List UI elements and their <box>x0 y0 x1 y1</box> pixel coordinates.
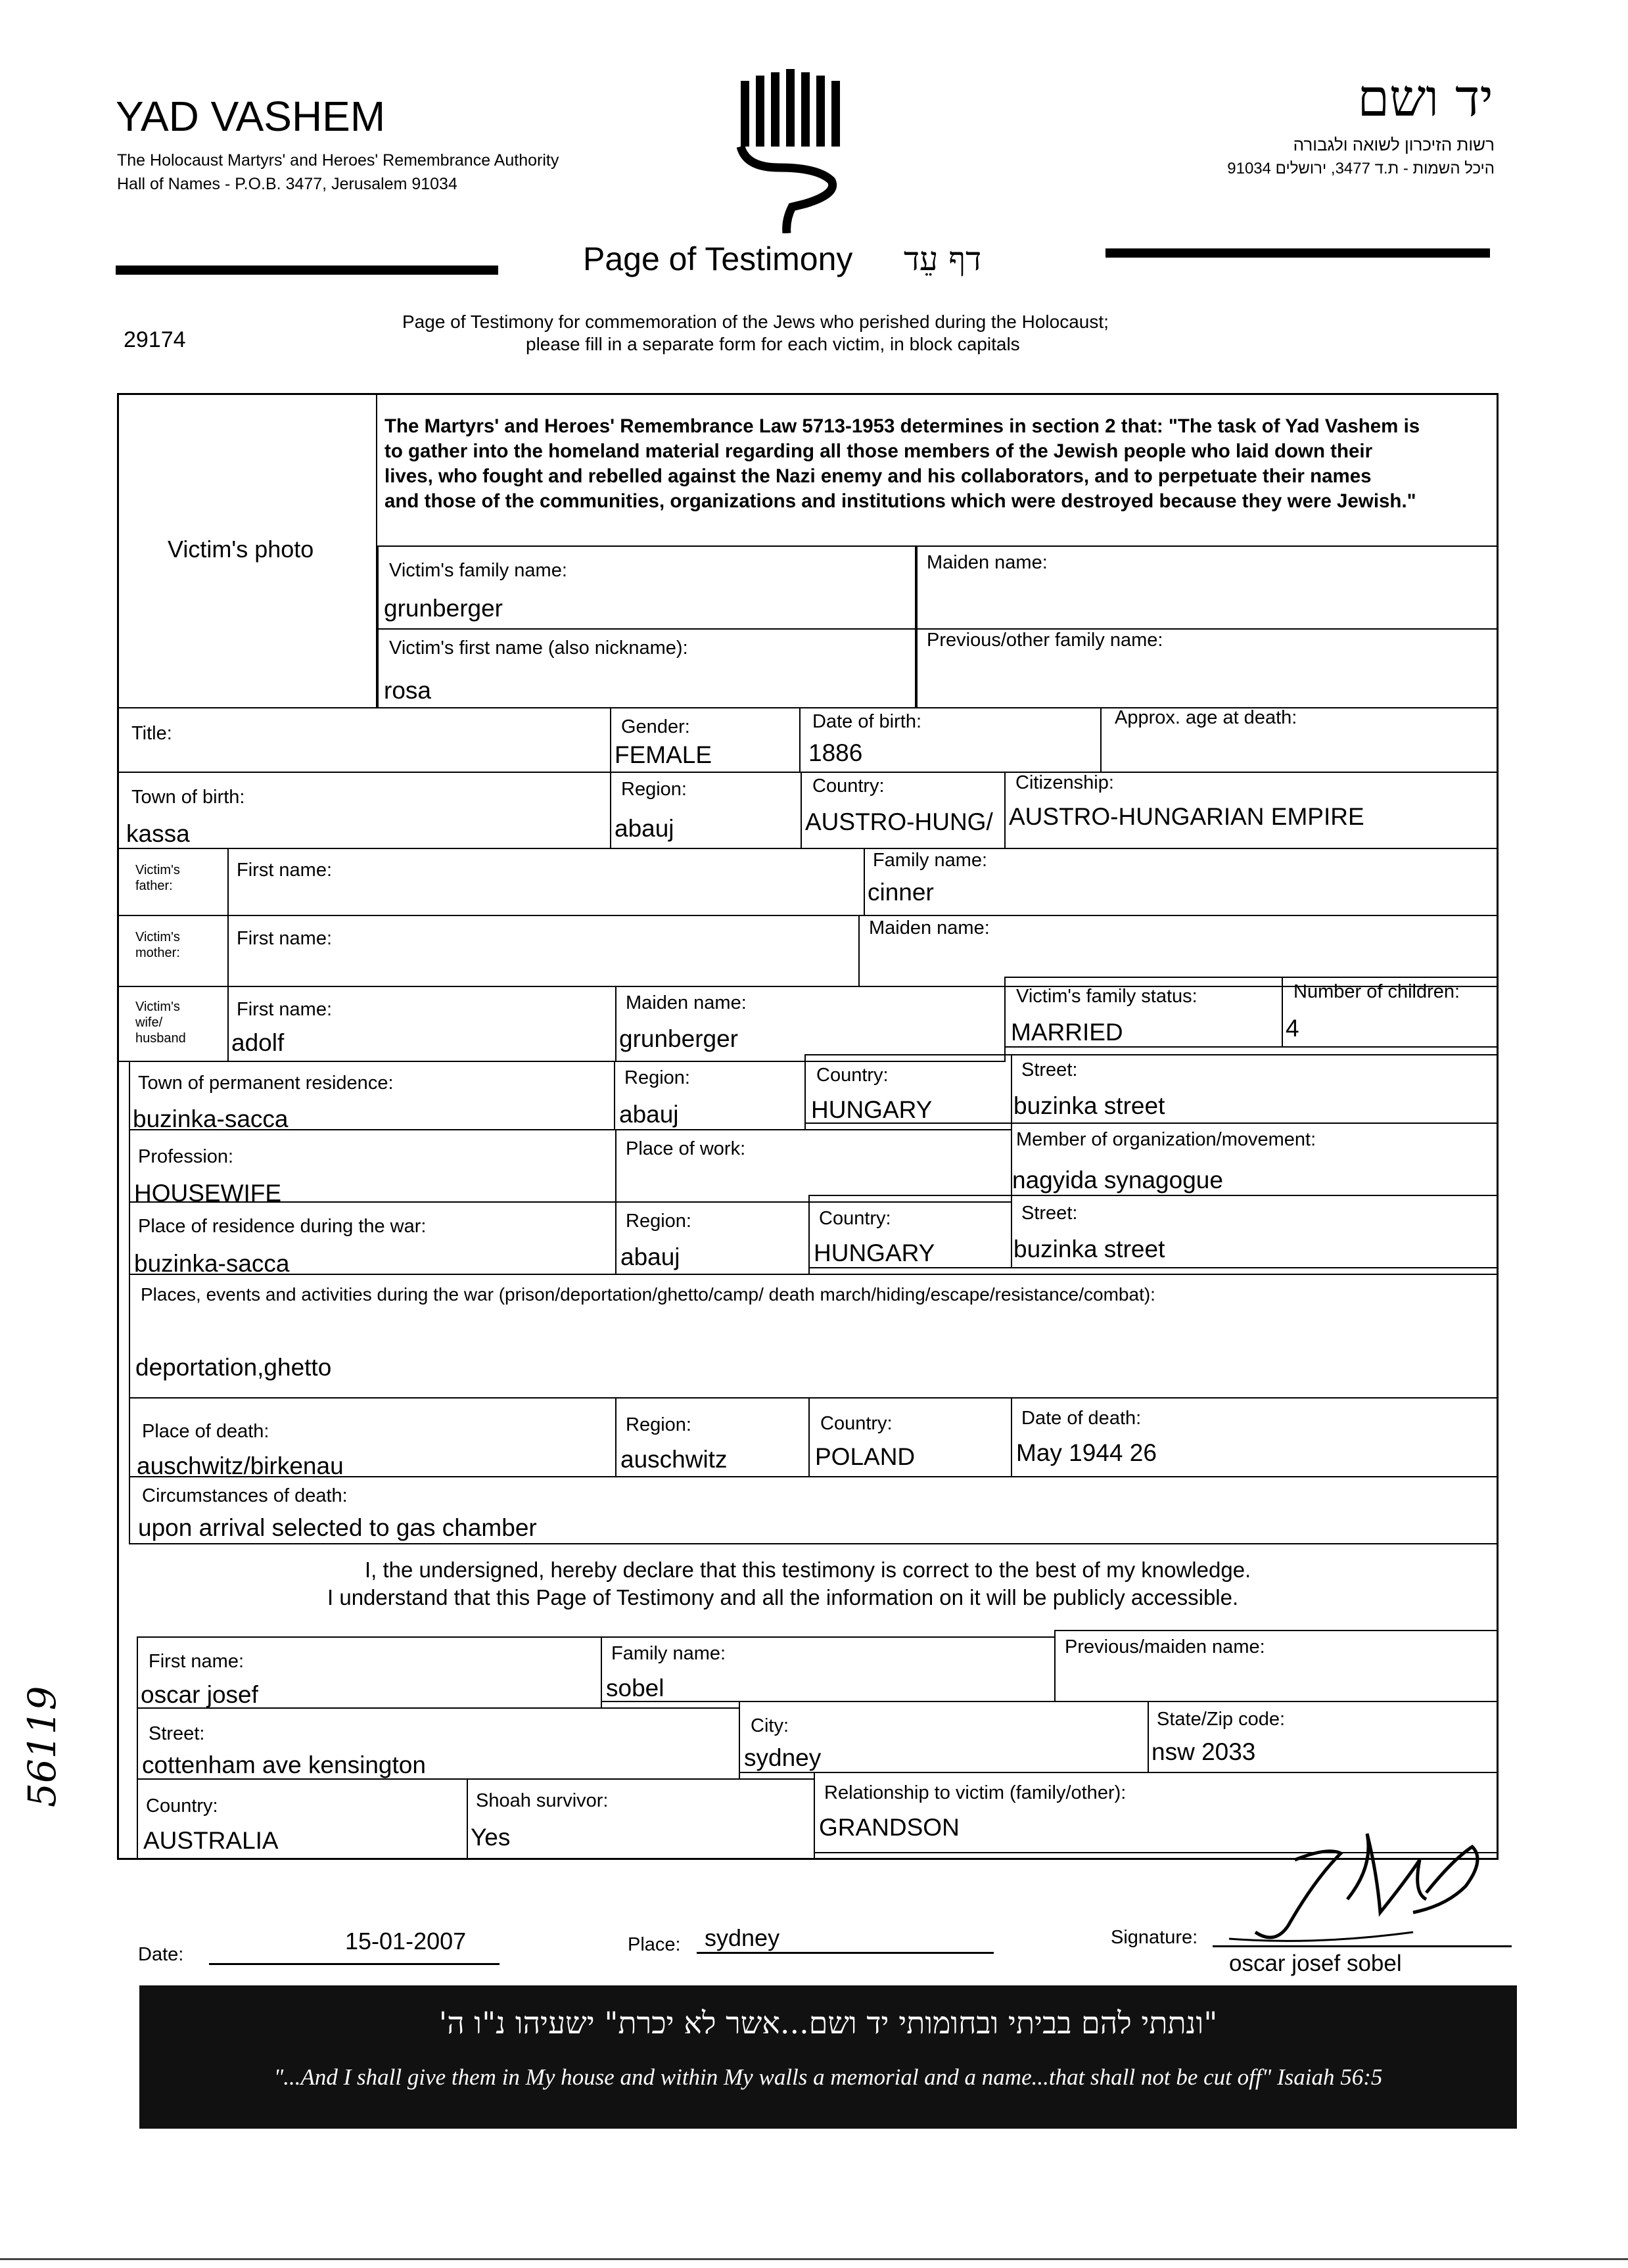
sub-country-label: Country: <box>146 1795 218 1817</box>
member-org-label: Member of organization/movement: <box>1016 1129 1316 1150</box>
death-place-label: Place of death: <box>142 1421 269 1442</box>
circumstances-label: Circumstances of death: <box>142 1485 348 1506</box>
perm-region-value[interactable]: abauj <box>619 1101 679 1128</box>
law-line-1: The Martyrs' and Heroes' Remembrance Law 5713-1953 determines in section 2 that: "The task of Yad Vashem is <box>384 415 1420 437</box>
birth-country-value[interactable]: AUSTRO-HUNG/ <box>805 808 993 835</box>
sub-state-label: State/Zip code: <box>1157 1709 1286 1730</box>
place-label: Place: <box>628 1934 681 1955</box>
sub-family-label: Family name: <box>611 1643 726 1664</box>
spouse-maiden-value[interactable]: grunberger <box>619 1025 739 1052</box>
org-subtitle: The Holocaust Martyrs' and Heroes' Remembrance Authority <box>117 151 559 170</box>
perm-country-value[interactable]: HUNGARY <box>811 1096 933 1123</box>
num-children-value[interactable]: 4 <box>1286 1015 1299 1042</box>
mother-maiden-label: Maiden name: <box>869 917 990 938</box>
town-birth-value[interactable]: kassa <box>126 820 190 847</box>
title-label: Title: <box>131 723 172 744</box>
birth-region-value[interactable]: abauj <box>615 815 674 842</box>
org-subtitle-he: רשות הזיכרון לשואה ולגבורה <box>1293 135 1495 154</box>
family-name-value[interactable]: grunberger <box>384 595 503 622</box>
gender-value[interactable]: FEMALE <box>615 741 712 768</box>
signature-name: oscar josef sobel <box>1229 1951 1402 1976</box>
war-place-value[interactable]: buzinka-sacca <box>134 1250 290 1277</box>
citizenship-value[interactable]: AUSTRO-HUNGARIAN EMPIRE <box>1009 803 1364 830</box>
org-name-he: יד ושם <box>1357 69 1493 128</box>
death-date-label: Date of death: <box>1021 1408 1142 1429</box>
war-region-label: Region: <box>626 1211 691 1232</box>
spouse-tag <box>135 999 186 1046</box>
gender-label: Gender: <box>621 716 690 737</box>
town-perm-label: Town of permanent residence: <box>138 1073 394 1094</box>
footer-banner <box>139 1985 1517 2129</box>
sub-shoah-label: Shoah survivor: <box>476 1790 609 1811</box>
father-first-cell[interactable] <box>227 848 865 916</box>
perm-street-value[interactable]: buzinka street <box>1013 1092 1165 1119</box>
law-text <box>384 414 1495 514</box>
date-line <box>209 1963 500 1965</box>
citizenship-label: Citizenship: <box>1015 772 1114 793</box>
handwritten-number: 56119 <box>20 1686 64 1807</box>
father-first-label: First name: <box>237 860 333 881</box>
intro-line-2: please fill in a separate form for each victim, in block capitals <box>526 334 1020 354</box>
declaration-line-1: I, the undersigned, hereby declare that this testimony is correct to the best of my knowledge. <box>365 1558 1251 1582</box>
town-birth-label: Town of birth: <box>131 787 245 808</box>
prev-family-label: Previous/other family name: <box>927 630 1163 651</box>
perm-country-label: Country: <box>816 1065 889 1086</box>
birth-region-label: Region: <box>621 779 687 800</box>
war-country-label: Country: <box>819 1208 891 1229</box>
mother-first-cell[interactable] <box>227 915 860 987</box>
war-place-label: Place of residence during the war: <box>138 1216 427 1237</box>
town-birth-cell[interactable] <box>117 772 611 849</box>
first-name-label: Victim's first name (also nickname): <box>389 637 688 659</box>
footer-hebrew-verse: "ונתתי להם בביתי ובחומותי יד ושם...אשר לא יכרת" ישעיהו נ"ו ה' <box>438 2005 1218 2041</box>
mother-tag-line-1: Victim's <box>135 930 180 944</box>
profession-value[interactable]: HOUSEWIFE <box>134 1180 282 1207</box>
dob-value[interactable]: 1886 <box>808 739 863 766</box>
father-tag <box>135 862 180 894</box>
spouse-first-value[interactable]: adolf <box>231 1029 285 1056</box>
death-place-value[interactable]: auschwitz/birkenau <box>137 1452 344 1479</box>
law-line-4: and those of the communities, organizations and institutions which were destroyed because they were Jewish." <box>384 490 1416 512</box>
profession-label: Profession: <box>138 1146 234 1167</box>
title-cell[interactable] <box>117 707 611 773</box>
war-street-label: Street: <box>1021 1203 1078 1224</box>
first-name-value[interactable]: rosa <box>384 677 431 704</box>
spouse-tag-line-2: wife/ <box>135 1015 163 1030</box>
mother-tag-line-2: mother: <box>135 946 180 960</box>
sub-relationship-label: Relationship to victim (family/other): <box>824 1782 1127 1803</box>
family-status-value[interactable]: MARRIED <box>1011 1019 1123 1046</box>
birth-country-label: Country: <box>812 775 885 797</box>
form-number: 29174 <box>124 327 186 352</box>
death-date-value[interactable]: May 1944 26 <box>1016 1439 1157 1466</box>
death-region-label: Region: <box>626 1414 691 1435</box>
date-value[interactable]: 15-01-2007 <box>345 1928 467 1955</box>
sub-first-label: First name: <box>149 1651 244 1672</box>
sub-state-value[interactable]: nsw 2033 <box>1151 1738 1256 1765</box>
spouse-tag-line-1: Victim's <box>135 1000 180 1014</box>
org-address: Hall of Names - P.O.B. 3477, Jerusalem 91034 <box>117 175 457 193</box>
sub-shoah-value[interactable]: Yes <box>471 1824 511 1851</box>
handwritten-signature-icon <box>1216 1820 1492 1958</box>
mother-tag <box>135 929 180 961</box>
law-line-3: lives, who fought and rebelled against the Nazi enemy and his collaborators, and to perpetuate their names <box>384 465 1372 487</box>
death-country-label: Country: <box>820 1413 893 1434</box>
place-value[interactable]: sydney <box>705 1924 780 1951</box>
maiden-name-label: Maiden name: <box>927 552 1048 573</box>
father-tag-line-2: father: <box>135 879 173 893</box>
mother-first-label: First name: <box>237 928 333 949</box>
town-perm-value[interactable]: buzinka-sacca <box>133 1105 289 1132</box>
page-title: Page of Testimony <box>583 241 853 277</box>
sub-city-value[interactable]: sydney <box>744 1744 822 1771</box>
father-tag-line-1: Victim's <box>135 863 180 877</box>
spouse-tag-line-3: husband <box>135 1031 186 1046</box>
header-rule-left <box>116 266 498 275</box>
father-family-label: Family name: <box>873 850 988 871</box>
events-value[interactable]: deportation,ghetto <box>135 1354 332 1381</box>
family-status-label: Victim's family status: <box>1016 986 1198 1007</box>
sub-street-value[interactable]: cottenham ave kensington <box>142 1751 426 1778</box>
num-children-label: Number of children: <box>1293 981 1460 1002</box>
spouse-first-label: First name: <box>237 999 333 1020</box>
sub-prev-label: Previous/maiden name: <box>1065 1636 1265 1657</box>
sub-city-label: City: <box>751 1715 789 1736</box>
spouse-maiden-label: Maiden name: <box>626 992 747 1013</box>
circumstances-value[interactable]: upon arrival selected to gas chamber <box>138 1514 537 1541</box>
dob-label: Date of birth: <box>812 711 922 732</box>
law-line-2: to gather into the homeland material regarding all those members of the Jewish people who laid down their <box>384 440 1373 462</box>
org-address-he: היכל השמות - ת.ד 3477, ירושלים 91034 <box>1227 160 1495 177</box>
sub-relationship-value[interactable]: GRANDSON <box>819 1814 960 1841</box>
intro-line-1: Page of Testimony for commemoration of the Jews who perished during the Holocaust; <box>402 312 1109 332</box>
member-org-value[interactable]: nagyida synagogue <box>1012 1167 1223 1193</box>
death-country-value[interactable]: POLAND <box>815 1443 916 1470</box>
menorah-logo-icon <box>733 69 848 233</box>
perm-street-label: Street: <box>1021 1059 1078 1080</box>
age-death-label: Approx. age at death: <box>1115 707 1297 728</box>
declaration-line-2: I understand that this Page of Testimony and all the information on it will be publicly accessible. <box>327 1585 1239 1609</box>
events-label: Places, events and activities during the war (prison/deportation/ghetto/camp/ death march/hiding/escape/resistance/combat): <box>141 1284 1155 1305</box>
spouse-first-cell[interactable] <box>227 986 616 1062</box>
org-name-en: YAD VASHEM <box>116 93 386 140</box>
family-name-label: Victim's family name: <box>389 560 567 581</box>
photo-label: Victim's photo <box>168 536 314 563</box>
place-work-label: Place of work: <box>626 1138 746 1159</box>
page-title-he: דף עֵד <box>904 240 982 278</box>
sub-street-label: Street: <box>149 1723 205 1744</box>
sub-family-value[interactable]: sobel <box>606 1675 664 1701</box>
war-country-value[interactable]: HUNGARY <box>814 1239 935 1266</box>
war-street-value[interactable]: buzinka street <box>1013 1236 1165 1262</box>
header-rule-right <box>1105 248 1490 258</box>
sub-country-value[interactable]: AUSTRALIA <box>143 1827 279 1854</box>
war-region-value[interactable]: abauj <box>620 1243 680 1270</box>
signature-label: Signature: <box>1111 1927 1198 1948</box>
death-region-value[interactable]: auschwitz <box>620 1446 728 1473</box>
footer-english-verse: "...And I shall give them in My house and within My walls a memorial and a name...that shall not be cut off" Isaiah 56:5 <box>273 2064 1383 2090</box>
perm-region-label: Region: <box>624 1067 690 1088</box>
father-family-value[interactable]: cinner <box>868 879 934 906</box>
bottom-scan-edge <box>0 2258 1628 2260</box>
date-label: Date: <box>138 1944 184 1965</box>
sub-first-value[interactable]: oscar josef <box>141 1681 258 1708</box>
place-line <box>697 1952 994 1954</box>
